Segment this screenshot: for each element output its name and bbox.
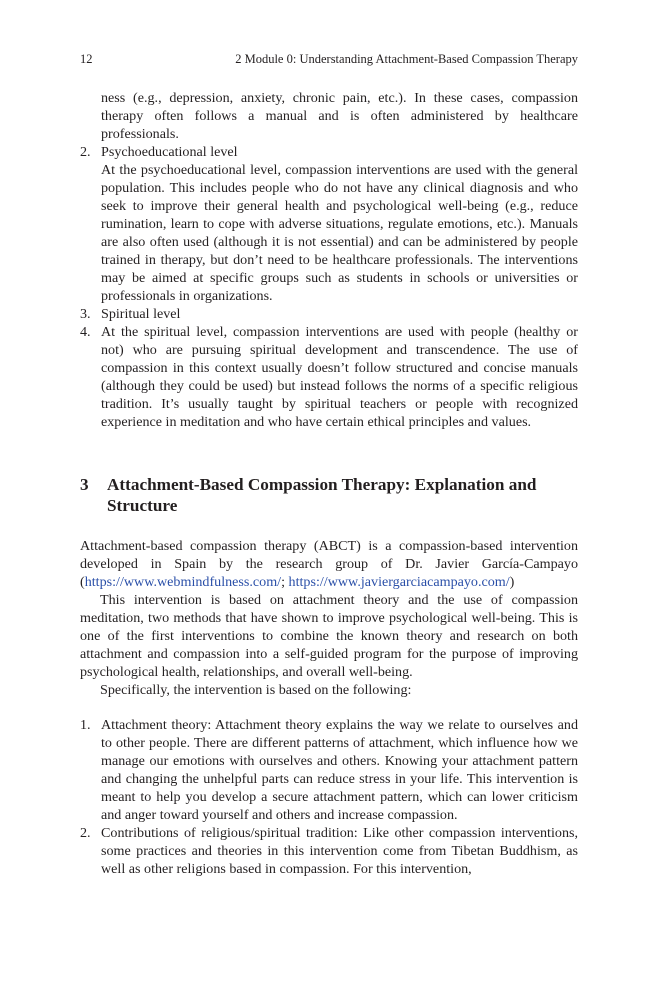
intro-paragraph: [80, 537, 578, 591]
list-number: 4.: [80, 324, 91, 340]
running-head: 2 Module 0: Understanding Attachment-Based Compassion Therapy: [235, 52, 578, 66]
section-heading: [80, 474, 578, 516]
method-paragraph: This intervention is based on attachment theory and the use of compassion meditation, two methods that have shown to improve psychological well-being. This is one of the first interventions to combine the known theory and research on both attachment and compassion into a self-guided program for the purpose of improving psychological health, relationships, and overall well-being.: [80, 592, 578, 680]
page-body: [80, 89, 578, 878]
javiergarciacampayo-link[interactable]: https://www.javiergarciacampayo.com/: [288, 574, 510, 590]
list-item-spiritual-title: [80, 305, 578, 323]
section-body: [80, 537, 578, 878]
list-item-attachment-theory: [80, 716, 578, 824]
list-item-text: At the spiritual level, compassion interventions are used with people (healthy or not) who are pursuing spiritual development and transcendence. The use of compassion in this context usually doesn’t follow structured and concise manuals (although they could be used) but instead follows the norms of a specific religious tradition. It’s usually taught by spiritual teachers or people with recognized experience in meditation and who have certain ethical principles and values.: [101, 324, 578, 430]
list-item-spiritual: [80, 323, 578, 431]
list-item-title: Psychoeducational level: [101, 144, 238, 160]
intro-text-end: ): [509, 574, 515, 590]
list-number: 2.: [80, 825, 91, 841]
list-number: 2.: [80, 144, 91, 160]
intro-text: Attachment-based compassion therapy (ABCT) is a compassion-based intervention developed in Spain by the research group of Dr. Javier García-Campayo (: [80, 538, 578, 590]
list-item-text: At the psychoeducational level, compassion interventions are used with the general population. This includes people who do not have any clinical diagnosis and who seek to improve their general health and psychological well-being (e.g., reduce rumination, learn to cope with adverse situations, regulate emotions, etc.). Manuals are also often used (although it is not essential) and can be administered by people trained in therapy, but don’t need to be healthcare professionals. The interventions may be aimed at specific groups such as students in schools or universities or professionals in organizations.: [101, 162, 578, 304]
list-number: 3.: [80, 306, 91, 322]
page-number: 12: [80, 52, 93, 66]
page-header: [80, 52, 578, 68]
list-item-text: Attachment theory: Attachment theory explains the way we relate to ourselves and to other people. There are different patterns of attachment, which influence how we manage our emotions with ourselves and others. Knowing your attachment pattern and changing the unhelpful parts can reduce stress in your life. This intervention is meant to help you develop a secure attachment pattern, which can lower criticism and anger toward yourself and others and increase compassion.: [101, 717, 578, 823]
bases-list: [80, 716, 578, 878]
section-title: Attachment-Based Compassion Therapy: Explanation and Structure: [107, 475, 537, 515]
list-item-text: Contributions of religious/spiritual tradition: Like other compassion interventions, some practices and theories in this intervention come from Tibetan Buddhism, as well as other religions based in compassion. For this intervention,: [101, 825, 578, 877]
list-item-psychoeducational: [80, 143, 578, 305]
list-item-religious-tradition: [80, 824, 578, 878]
lead-in-paragraph: Specifically, the intervention is based on the following:: [100, 682, 412, 698]
list-number: 1.: [80, 717, 91, 733]
webmindfulness-link[interactable]: https://www.webmindfulness.com/: [84, 574, 282, 590]
list-item-title: Spiritual level: [101, 306, 181, 322]
link-separator: ;: [281, 574, 289, 590]
section-number: 3: [80, 475, 89, 494]
continued-paragraph: ness (e.g., depression, anxiety, chronic pain, etc.). In these cases, compassion therapy often follows a manual and is often administered by healthcare professionals.: [101, 90, 578, 142]
